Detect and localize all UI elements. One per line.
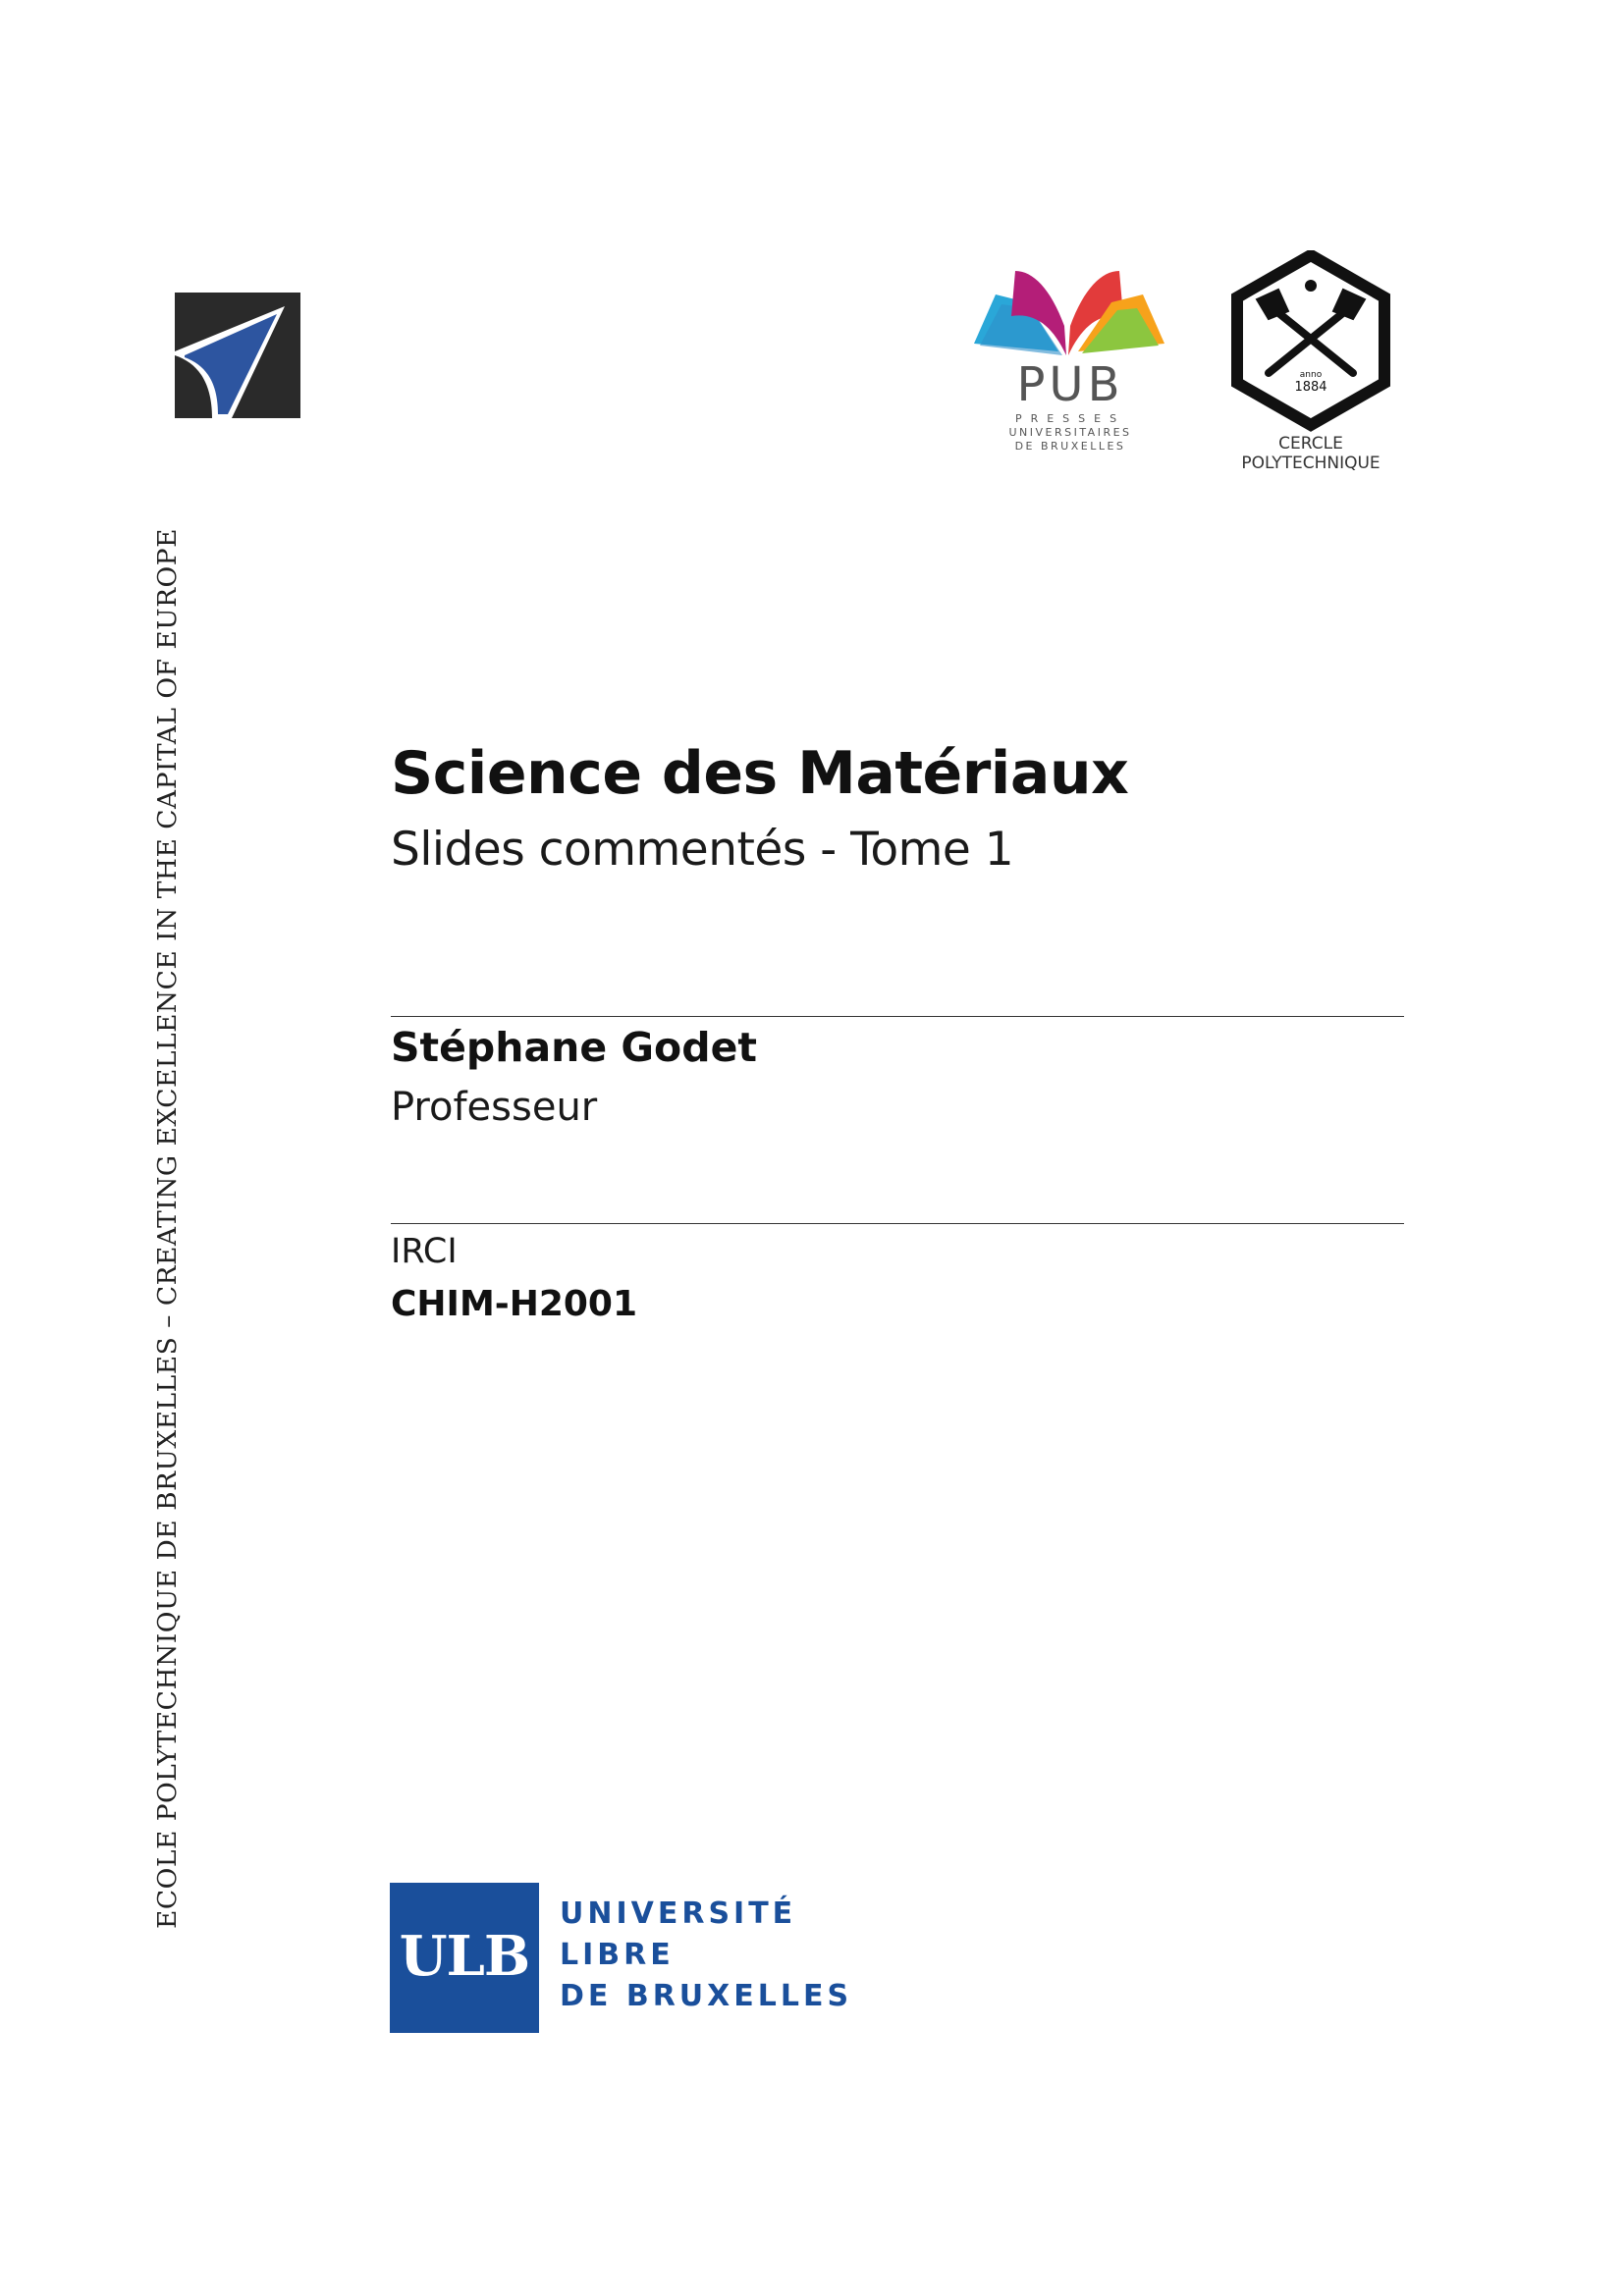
document-subtitle: Slides commentés - Tome 1 [391,823,1014,877]
divider [391,1016,1404,1017]
cercle-line-1: CERCLE [1278,434,1343,454]
cercle-polytechnique-logo [1218,250,1404,476]
divider [391,1223,1404,1224]
side-banner: ECOLE POLYTECHNIQUE DE BRUXELLES – CREATING EXCELLENCE IN THE CAPITAL OF EUROPE [152,528,183,1929]
pub-line-2: UNIVERSITAIRES [1008,426,1132,439]
epb-logo [175,293,300,418]
pub-line-3: DE BRUXELLES [1014,440,1126,453]
ulb-logo-box [390,1883,539,2033]
cercle-line-2: POLYTECHNIQUE [1241,454,1380,473]
course-code: CHIM-H2001 [391,1284,638,1324]
ulb-line-3: DE BRUXELLES [560,1979,853,2013]
program-label: IRCI [391,1232,458,1271]
author-role: Professeur [391,1085,598,1130]
ulb-line-2: LIBRE [560,1938,675,1972]
ulb-line-1: UNIVERSITÉ [560,1896,797,1931]
pub-wordmark: PUB [1016,357,1124,412]
pub-line-1: PRESSES [1014,412,1126,425]
cercle-anno: anno [1299,370,1323,380]
cercle-year: 1884 [1294,380,1327,395]
ulb-abbreviation: ULB [399,1924,530,1989]
document-title: Science des Matériaux [391,739,1129,808]
author-name: Stéphane Godet [391,1024,757,1071]
pub-logo [972,265,1168,461]
